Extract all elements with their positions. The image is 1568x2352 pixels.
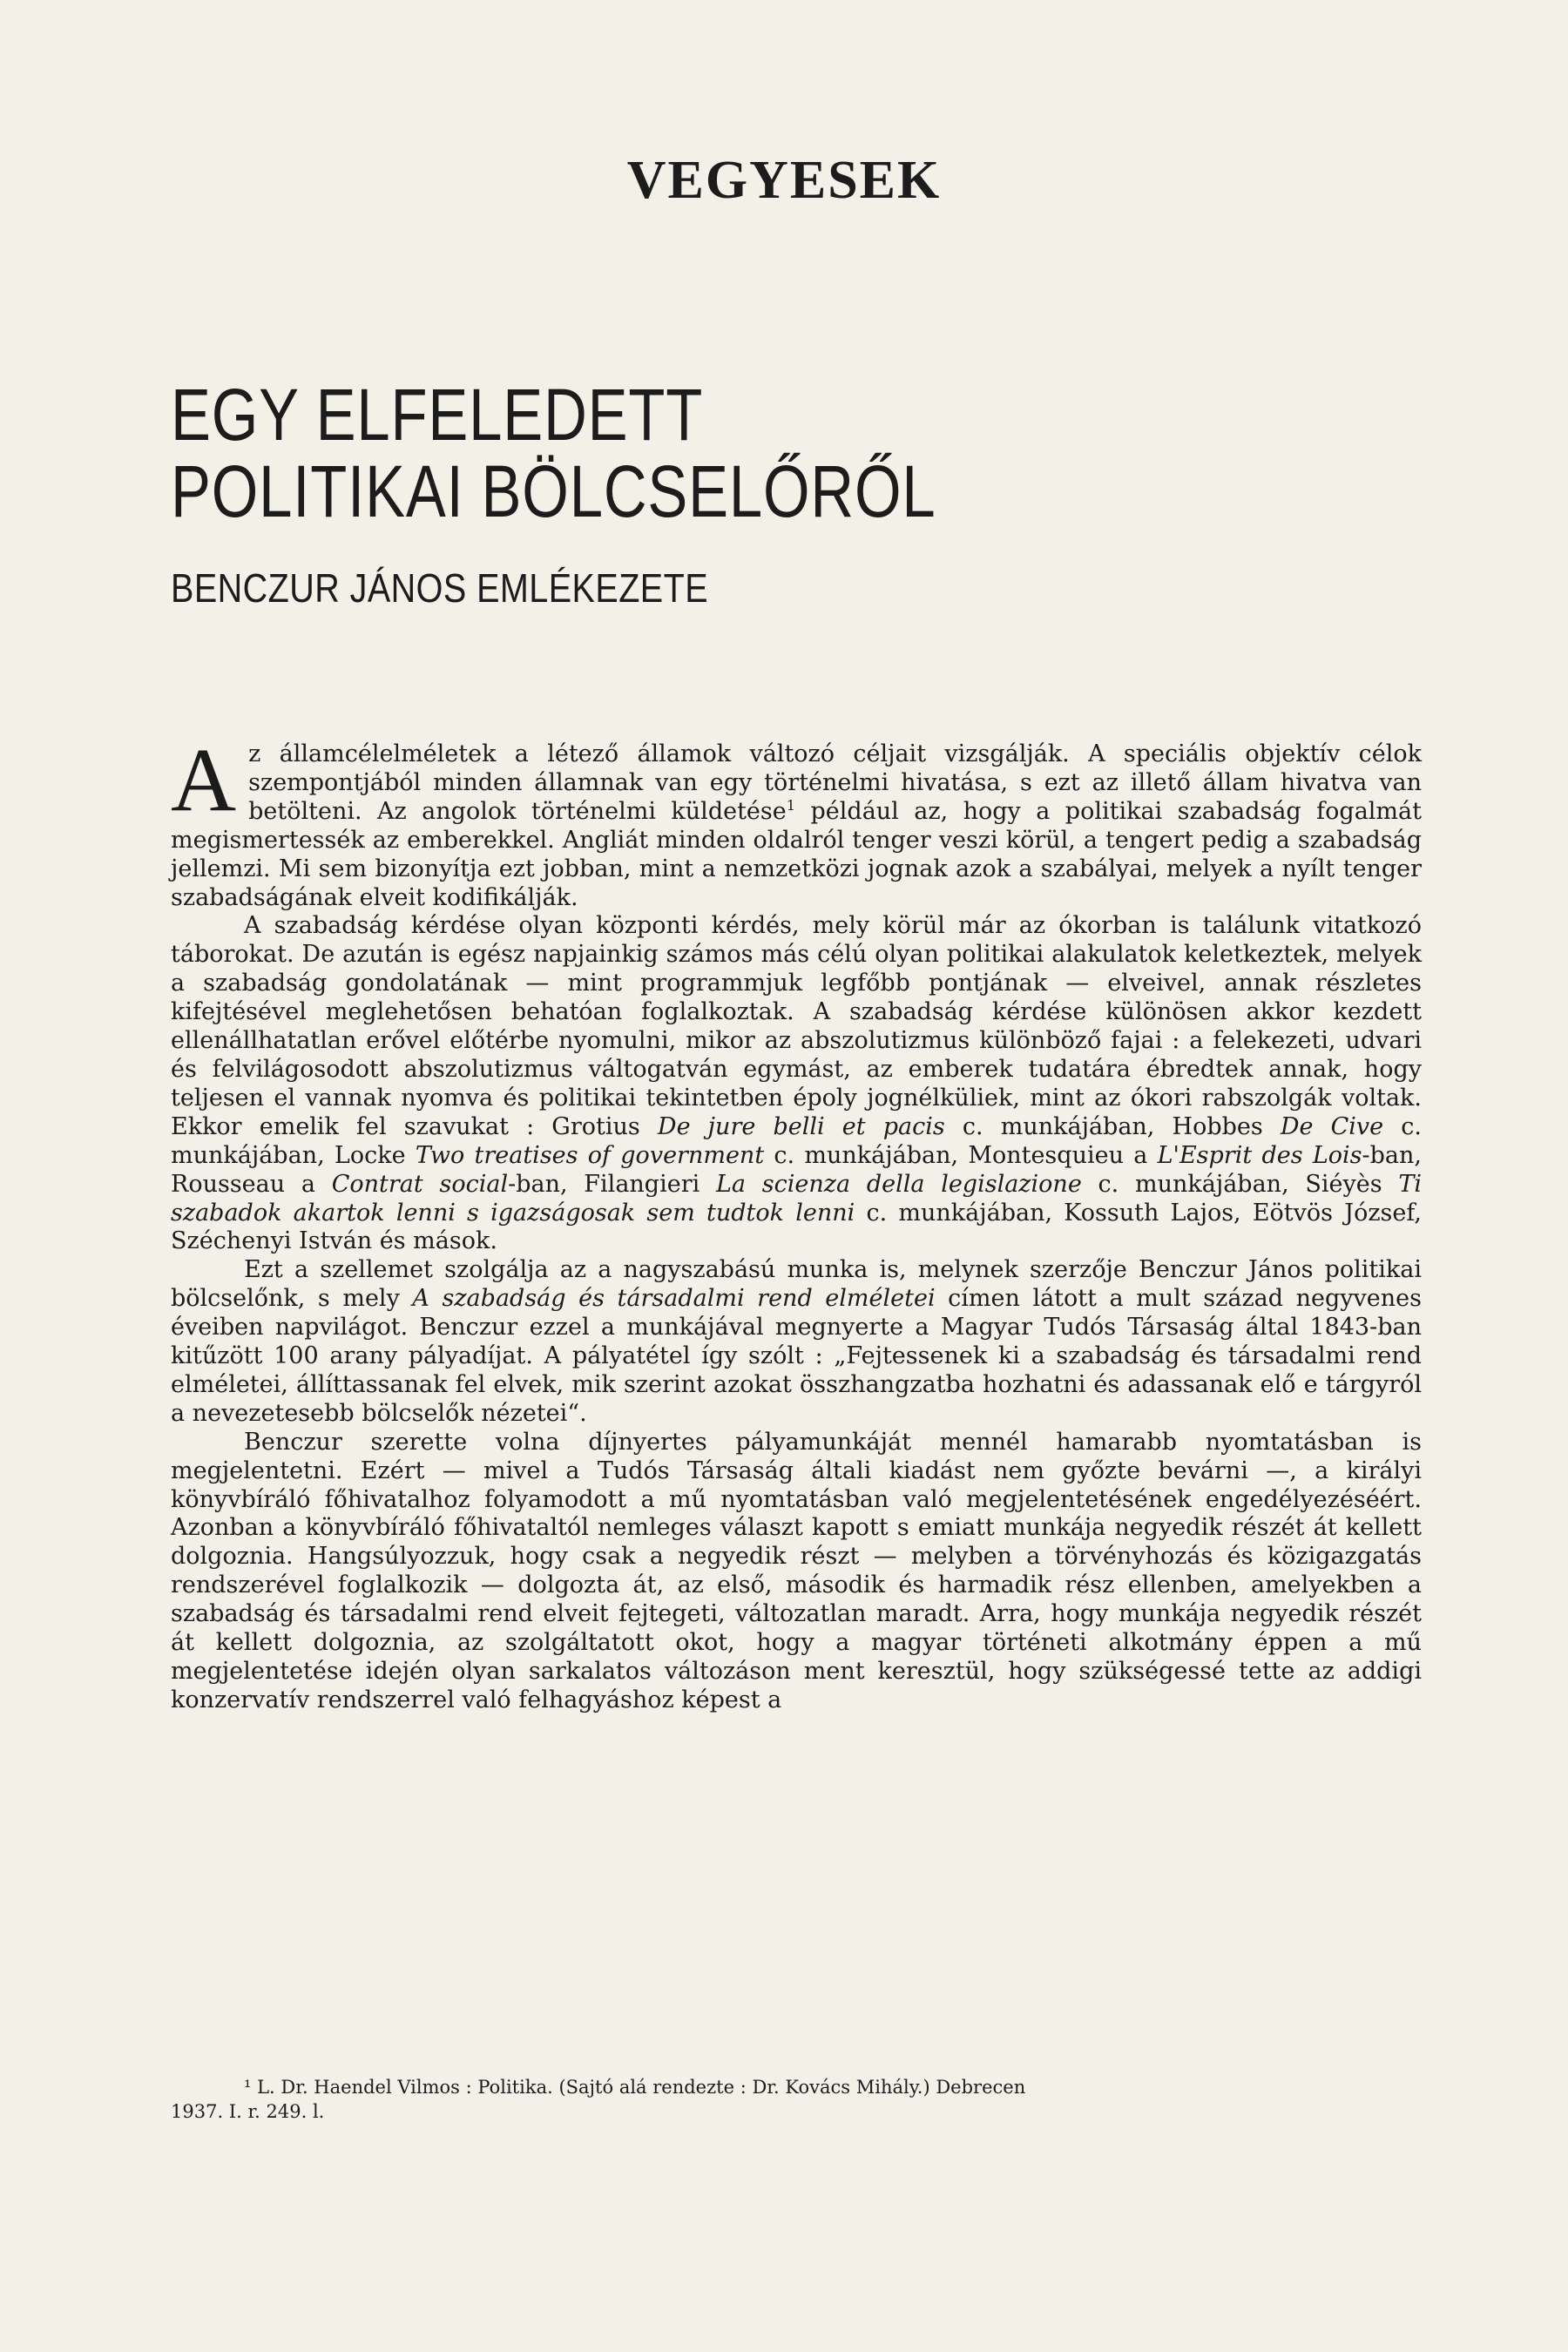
article-subtitle: BENCZUR JÁNOS EMLÉKEZETE bbox=[171, 565, 709, 611]
paragraph-2: A szabadság kérdése olyan központi kérdés, mely körül már az ókorban is találunk vitatkozó táborokat. De azután is egész napjainkig számos más célú olyan politikai alakulatok keletkeztek, melyek a szabadság gondolatának — mint programmjuk legfőbb pontjának — elveivel, annak részletes kifejtésével meglehetősen behatóan foglalkoztak. A szabadság kérdése különösen akkor kezdett ellenállhatatlan erővel előtérbe nyomulni, mikor az abszolutizmus különböző fajai : a felekezeti, udvari és felvilágosodott abszolutizmus váltogatván egymást, az emberek tudatára ébredtek annak, hogy teljesen el vannak nyomva és politikai tekintetben époly jognélküliek, mint az ókori rabszolgák voltak. Ekkor emelik fel szavukat : Grotius De jure belli et pacis c. munkájában, Hobbes De Cive c. munkájában, Locke Two treatises of government c. munkájában, Montesquieu a L'Esprit des Lois-ban, Rousseau a Contrat social-ban, Filangieri La scienza della legislazione c. munkájában, Siéyès Ti szabadok akartok lenni s igazságosak sem tudtok lenni c. munkájában, Kossuth Lajos, Eötvös József, Széchenyi István és mások. bbox=[171, 912, 1423, 1255]
article-title-line-2: POLITIKAI BÖLCSELŐRŐL bbox=[171, 450, 936, 532]
footnote bbox=[171, 2075, 1422, 2124]
article-body bbox=[171, 730, 1423, 1715]
paragraph-4: Benczur szerette volna díjnyertes pályamunkáját mennél hamarabb nyomtatásban is megjelentetni. Ezért — mivel a Tudós Társaság általi kiadást nem győzte bevárni —, a királyi könyvbíráló főhivatalhoz folyamodott a mű nyomtatásban való megjelentetésének engedélyezéséért. Azonban a könyvbíráló főhivataltól nemleges választ kapott s emiatt munkája negyedik részét át kellett dolgoznia. Hangsúlyozzuk, hogy csak a negyedik részt — melyben a törvényhozás és közigazgatás rendszerével foglalkozik — dolgozta át, az első, második és harmadik rész ellenben, amelyekben a szabadság és társadalmi rend elveit fejtegeti, változatlan maradt. Arra, hogy munkája negyedik részét át kellett dolgoznia, az szolgáltatott okot, hogy a magyar történeti alkotmány éppen a mű megjelentetése idején olyan sarkalatos változáson ment keresztül, hogy szükségessé tette az addigi konzervatív rendszerrel való felhagyáshoz képest a bbox=[171, 1428, 1422, 1713]
footnote-ref: 1 bbox=[786, 796, 796, 814]
section-title: VEGYESEK bbox=[626, 151, 942, 210]
article-title bbox=[171, 376, 936, 530]
paragraph-1: Az államcélelméletek a létező államok változó céljait vizsgálják. A speciális objektív célok szempontjából minden államnak van egy történelmi hivatása, s ezt az illető állam hivatva van betölteni. Az angolok történelmi küldetése$^1$ például az, hogy a politikai szabadság fogalmát megismertessék az emberekkel. Angliát minden oldalról tenger veszi körül, a tengert pedig a szabadság jellemzi. Mi sem bizonyítja ezt jobban, mint a nemzetközi jognak azok a szabályai, melyek a nyílt tenger szabadságának elveit kodifikálják. bbox=[171, 730, 1422, 911]
drop-cap: A bbox=[171, 730, 237, 830]
footnote-line-1: ¹ L. Dr. Haendel Vilmos : Politika. (Sajtó alá rendezte : Dr. Kovács Mihály.) Debrecen bbox=[244, 2077, 1026, 2098]
footnote-line-2: 1937. I. r. 249. l. bbox=[171, 2101, 325, 2122]
paragraph-3: Ezt a szellemet szolgálja az a nagyszabású munka is, melynek szerzője Benczur János politikai bölcselőnk, s mely A szabadság és társadalmi rend elméletei címen látott a mult század negyvenes éveiben napvilágot. Benczur ezzel a munkájával megnyerte a Magyar Tudós Társaság által 1843-ban kitűzött 100 arany pályadíjat. A pályatétel így szólt : „Fejtessenek ki a szabadság és társadalmi rend elméletei, állíttassanak fel elvek, mik szerint azokat összhangzatba hozhatni és adassanak elő e tárgyról a nevezetesebb bölcselők nézetei“. bbox=[171, 1256, 1422, 1427]
article-title-line-1: EGY ELFELEDETT bbox=[171, 374, 704, 456]
